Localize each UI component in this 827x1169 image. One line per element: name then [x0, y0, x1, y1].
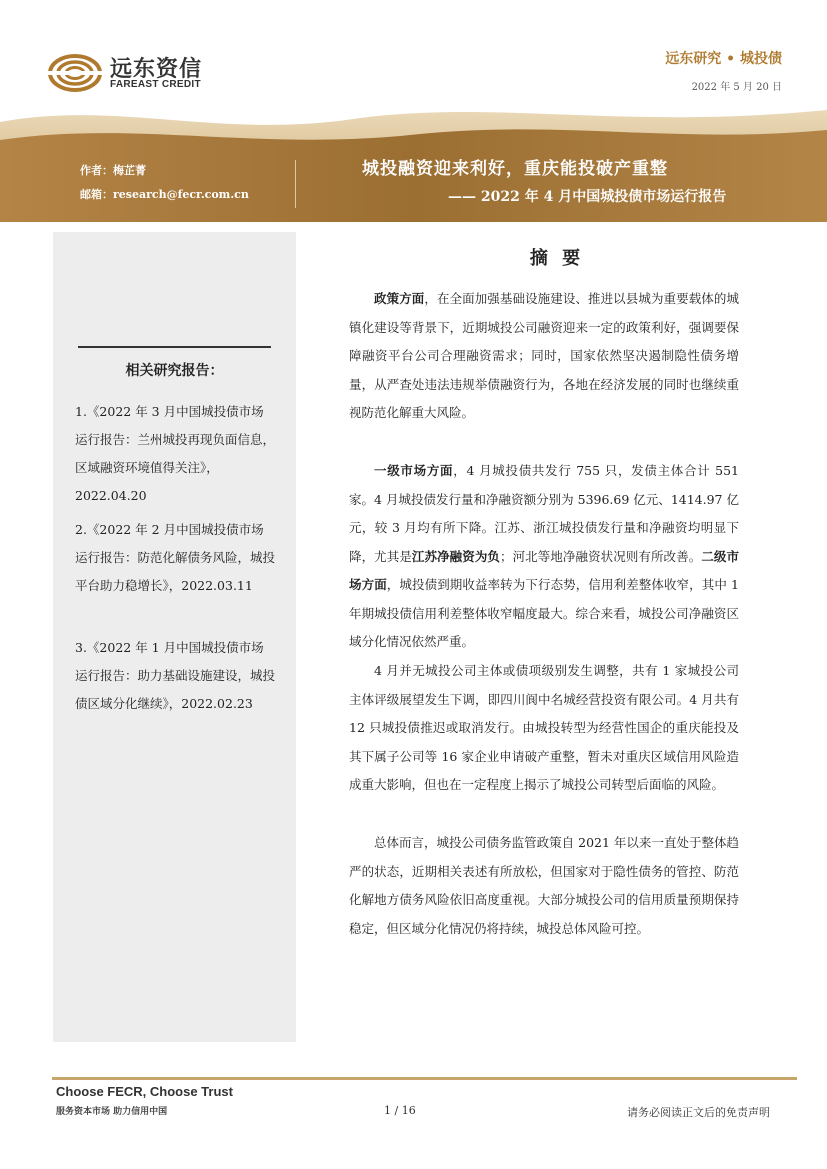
rating-text: 4 月并无城投公司主体或债项级别发生调整，共有 1 家城投公司主体评级展望发生下调，即四川阆中名城经营投资有限公司。4 月共有 12 只城投债推迟或取消发行。由城投转型为经营性国企的重庆能投及其下属子公司等 16 家企业申请破产重整，暂未对重庆区域信用风险造成重大影响，但也在一定程度上揭示了城投公司转型后面临的风险。 [349, 663, 739, 792]
company-logo [48, 52, 218, 92]
logo-english-name: FAREAST CREDIT [110, 79, 201, 90]
hebei-text: ；河北等地净融资状况则有所改善。 [500, 548, 702, 564]
policy-paragraph [349, 285, 739, 428]
page-number: 1 / 16 [384, 1104, 416, 1117]
summary-text: 总体而言，城投公司债务监管政策自 2021 年以来一直处于整体趋严的状态，近期相关表述有所放松，但国家对于隐性债务的管控、防范化解地方债务风险依旧高度重视。大部分城投公司的信用质量预期保持稳定，但区域分化情况仍将持续，城投总体风险可控。 [349, 835, 739, 936]
footer-slogan: Choose FECR, Choose Trust [56, 1084, 233, 1099]
footer-rule [52, 1077, 797, 1080]
report-title: 城投融资迎来利好，重庆能投破产重整 [362, 159, 668, 179]
primary-market-text: ，4 月城投债共发行 755 只，发债主体合计 551 家。4 月城投债发行量和净融资额分别为 5396.69 亿元、1414.97 亿元，较 3 月均有所下降。江苏、浙江城投债发行量和净融资均明显下降，尤其是 [349, 463, 739, 564]
related-reports-sidebar [53, 232, 296, 1042]
primary-market-lead: 一级市场方面 [374, 463, 454, 478]
author-email: 邮箱：research@fecr.com.cn [80, 188, 249, 201]
policy-lead: 政策方面 [374, 291, 425, 306]
rating-paragraph [349, 657, 739, 800]
abstract-heading: 摘 要 [529, 248, 585, 269]
related-report-item[interactable]: 1.《2022 年 3 月中国城投债市场运行报告：兰州城投再现负面信息，区域融资环境值得关注》，2022.04.20 [75, 404, 276, 503]
sidebar-rule [78, 346, 271, 348]
jiangsu-highlight: 江苏净融资为负 [411, 548, 500, 564]
report-date: 2022 年 5 月 20 日 [691, 82, 782, 93]
report-subtitle: —— 2022 年 4 月中国城投债市场运行报告 [448, 189, 727, 205]
logo-mark-icon [48, 52, 104, 94]
market-paragraph [349, 457, 739, 657]
footer-tagline: 服务资本市场 助力信用中国 [56, 1107, 168, 1117]
banner-divider [295, 160, 296, 208]
summary-paragraph [349, 829, 739, 943]
disclaimer-note: 请务必阅读正文后的免责声明 [627, 1106, 770, 1119]
related-report-item[interactable]: 2.《2022 年 2 月中国城投债市场运行报告：防范化解债务风险，城投平台助力稳增长》，2022.03.11 [75, 522, 276, 593]
logo-chinese-name: 远东资信 [110, 57, 203, 82]
sidebar-title: 相关研究报告： [125, 363, 224, 379]
policy-text: ，在全面加强基础设施建设、推进以县城为重要载体的城镇化建设等背景下，近期城投公司融资迎来一定的政策利好，强调要保障融资平台公司合理融资需求；同时，国家依然坚决遏制隐性债务增量，从严查处违法违规举债融资行为，各地在经济发展的同时也继续重视防范化解重大风险。 [349, 291, 739, 420]
author: 作者：梅芷菁 [80, 164, 146, 177]
secondary-market-text: ，城投债到期收益率转为下行态势，信用利差整体收窄，其中 1 年期城投债信用利差整体收窄幅度最大。综合来看，城投公司净融资区域分化情况依然严重。 [349, 577, 739, 649]
report-series: 远东研究 • 城投债 [665, 51, 782, 67]
secondary-market-lead: 二级市场方面 [349, 548, 739, 592]
related-report-item[interactable]: 3.《2022 年 1 月中国城投债市场运行报告：助力基础设施建设，城投债区域分化继续》，2022.02.23 [75, 640, 276, 711]
